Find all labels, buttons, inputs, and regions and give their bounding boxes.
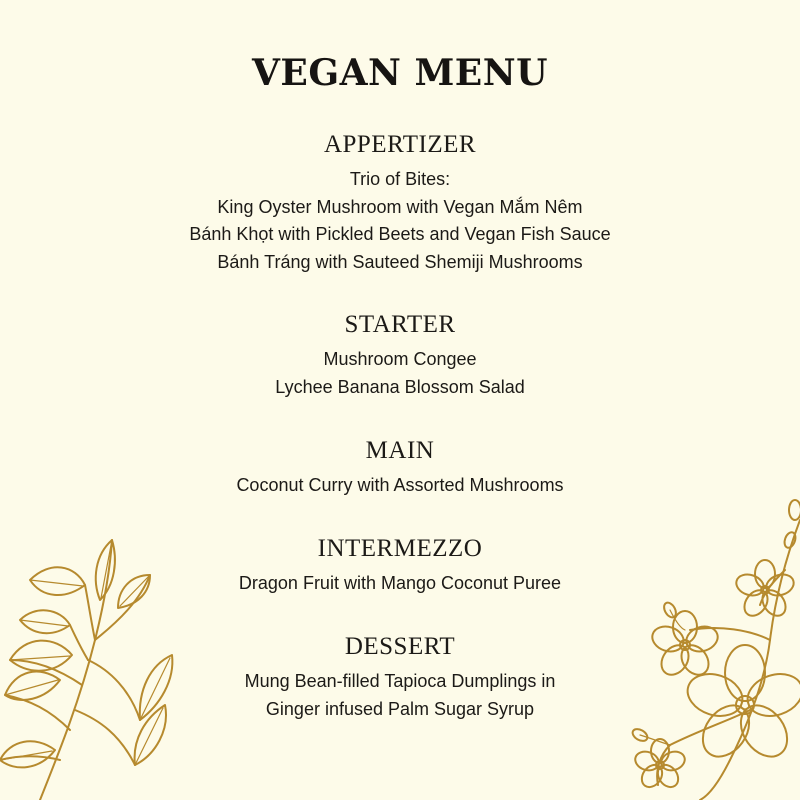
section-items — [0, 346, 800, 401]
menu-item: Mushroom Congee — [323, 349, 477, 369]
menu-item: Bánh Tráng with Sauteed Shemiji Mushrooms — [217, 251, 583, 272]
section-appetizer — [0, 130, 800, 276]
section-heading: INTERMEZZO — [317, 535, 483, 562]
section-starter — [0, 310, 800, 401]
menu-item: Trio of Bites: — [349, 169, 451, 189]
section-dessert — [0, 632, 800, 723]
section-intermezzo — [0, 534, 800, 598]
section-heading: APPERTIZER — [323, 131, 477, 158]
menu-item: Ginger infused Palm Sugar Syrup — [265, 698, 535, 719]
section-heading: MAIN — [365, 437, 435, 464]
section-items — [0, 570, 800, 598]
menu-title: VEGAN MENU — [251, 52, 549, 94]
section-main — [0, 436, 800, 500]
menu-item: Lychee Banana Blossom Salad — [275, 376, 525, 397]
section-heading: STARTER — [344, 311, 456, 338]
section-items — [0, 472, 800, 500]
menu-item: Dragon Fruit with Mango Coconut Puree — [238, 573, 562, 593]
section-items — [0, 668, 800, 723]
menu-item: King Oyster Mushroom with Vegan Mắm Nêm — [217, 196, 583, 217]
menu-item: Bánh Khọt with Pickled Beets and Vegan Fish Sauce — [189, 224, 611, 244]
section-heading: DESSERT — [344, 633, 456, 660]
menu-item: Mung Bean-filled Tapioca Dumplings in — [244, 671, 556, 691]
menu-item: Coconut Curry with Assorted Mushrooms — [236, 475, 564, 495]
section-items — [0, 166, 800, 276]
